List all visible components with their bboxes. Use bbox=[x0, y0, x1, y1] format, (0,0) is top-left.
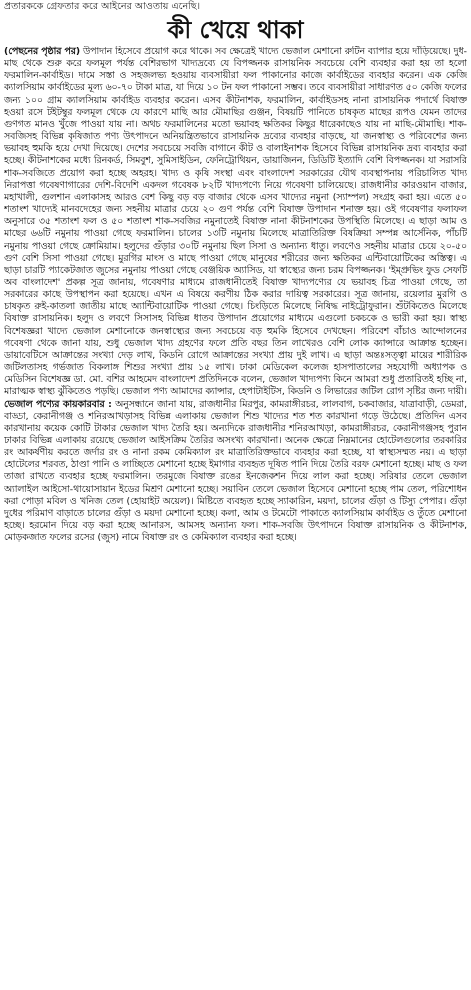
article-title bbox=[0, 16, 471, 44]
article-body bbox=[4, 46, 467, 986]
section-subheading: ভেজাল পণ্যের কায়কারবার : bbox=[4, 398, 112, 410]
continuation-label: (পেছনের পৃষ্ঠার পর) bbox=[4, 46, 81, 57]
paragraph-2-text: অনুসন্ধানে জানা যায়, রাজধানীর মিরপুর, কামরাঙ্গীরচর, লালবাগ, চকবাজার, যাত্রাবাড়ী, ডেমরা, বাড্ডা, কেরানীগঞ্জ ও শনিরআখড়াসহ বিভিন্ন এলাকায় ভেজাল শিশু খাদ্যের শত শত কারখানা গড়ে উঠেছে। প্রতিদিন এসব কারখানায় কয়েক কোটি টাকার ভেজাল খাদ্য তৈরি হয়। অন্যদিকে রাজধানীর শনিরআখড়া, কামরাঙ্গীরচর, কেরানীগঞ্জসহ পুরান ঢাকার বিভিন্ন এলাকায় রয়েছে ভেজাল আইসক্রিম তৈরির অসংখ্য কারখানা। অনেক ক্ষেত্রে নিম্নমানের হোটেলগুলোর তরকারির রং আকর্ষণীয় করতে জর্দার রং ও নানা রকম কেমিক্যাল রং মাত্রাতিরিক্তভাবে ব্যবহার করা হচ্ছে, যা স্বাস্থ্যসম্মত নয়। এ ছাড়া হোটেলের শরবত, ঠাণ্ডা পানি ও লাচ্ছিতে মেশানো হচ্ছে ইমাগার ব্যবহৃত দূষিত পানি দিয়ে তৈরি বরফ মেশানো হচ্ছে। মাছ ও ফল তাজা রাখতে ব্যবহার হচ্ছে ফরমালিন। তরমুজে বিষাক্ত রঙের ইনজেকশন দিয়ে লাল করা হচ্ছে। সরিষার তেলে ভেজাল অ্যালাইল আইসো-থায়োসায়ান ইডের মিশ্রণ মেশানো হচ্ছে। সয়াবিন তেলে ভেজাল হিসেবে মেশানো হচ্ছে পাম তেল, পরিশোধন করা পোড়া মবিল ও খনিজ তেল (হোয়াইট অয়েল)। মিষ্টিতে ব্যবহৃত হচ্ছে স্যাকারিন, ময়দা, চালের গুঁড়া ও টিস্যু পেপার। গুঁড়া দুধের পরিমাণ বাড়াতে চালের গুঁড়া ও ময়দা মেশানো হচ্ছে। কলা, আম ও টমেটো পাকাতে ক্যালসিয়াম কার্বাইড ও তুঁতে মেশানো হচ্ছে। হরমোন দিয়ে বড় করা হচ্ছে আনারস, আমসহ অন্যান্য ফল। শাক-সবজি উৎপাদনে বিষাক্ত রাসায়নিক ও কীটনাশক, মোড়কজাত ফলের রসের (জুস) নামে বিষাক্ত রং ও কেমিক্যাল ব্যবহার করা হচ্ছে। bbox=[4, 398, 467, 544]
previous-article-tail: প্রতারককে গ্রেফতার করে আইনের আওতায় এনেছি। bbox=[4, 1, 200, 12]
paragraph-1 bbox=[4, 46, 467, 399]
paragraph-1-text: উপাদান হিসেবে প্রয়োগ করে থাকে। সব ক্ষেত্রেই খাদ্যে ভেজাল মেশানো রুটিন ব্যাপার হয়ে দাঁড়িয়েছে। দুধ-মাছ থেকে শুরু করে ফলমূল পর্যন্ত বেশিরভাগ খাদ্যদ্রব্যে যে বিপজ্জনক রাসায়নিক সবচেয়ে বেশি ব্যবহার করা হয় তা হলো ফরমালিন-কার্বাইড। দামে সস্তা ও সহজলভ্য হওয়ায় ব্যবসায়ীরা ফল পাকানোর কাজে কার্বাইডের ব্যবহার করেন। এক কেজি ক্যালসিয়াম কার্বাইডের মূল্য ৬০-৭০ টাকা মাত্র, যা দিয়ে ১০ টন ফল পাকানো সম্ভব। তবে ব্যবসায়ীরা সাধারণত ৫০ কেজি ফলের জন্য ১০০ গ্রাম ক্যালসিয়াম কার্বাইড ব্যবহার করেন। এসব কীটনাশক, ফরমালিন, কার্বাইডসহ নানা রাসায়নিক পদার্থে বিষাক্ত হওয়া রসে টইটম্বুর ফলমূল থেকে যে কারণে মাছি আর মৌমাছির গুঞ্জন, বিষয়টি পানিতে চাষকৃত মাছের রূপও যেমন তাদের গুণগত মানও খুঁজে পাওয়া যায় না। অথচ ফরমালিনের মতো ভয়াবহ ক্ষতিকর কিছুর ধারেকাছেও যায় না মাছি-মৌমাছি। শাক-সবজিসহ বিভিন্ন কৃষিজাত পণ্য উৎপাদনে অনিয়ন্ত্রিতভাবে রাসায়নিক দ্রব্যের ব্যবহার বাড়ছে, যা জনস্বাস্থ্য ও পরিবেশের জন্য ভয়াবহ হুমকি হয়ে দেখা দিয়েছে। দেশের সবচেয়ে সবজি বাগানে কীট ও বালাইনাশক হিসেবে বিভিন্ন রাসায়নিক দ্রব্য ব্যবহার করা হচ্ছে। কীটনাশকের মধ্যে রিনকর্ড, সিমবুশ, সুমিসাইডিন, ফেনিট্রোথিয়ন, ডায়াজিনন, ডিডিটি ইত্যাদি বেশি বিপজ্জনক। যা সরাসরি শাক-সবজিতে প্রয়োগ করা হচ্ছে অহরহ। খাদ্য ও কৃষি সংস্থা এবং বাংলাদেশ সরকারের যৌথ ব্যবস্থাপনায় পরিচালিত খাদ্য নিরাপত্তা গবেষণাগারের দেশি-বিদেশি একদল গবেষক ৮২টি খাদ্যপণ্যে নিয়ে গবেষণা চালিয়েছে। রাজধানীর কারওয়ান বাজার, মহাখালী, গুলশান এলাকাসহ আরও বেশ কিছু বড় বড় বাজার থেকে এসব খাদ্যের নমুনা (স্যাম্পল) সংগ্রহ করা হয়। এতে ৫০ শতাংশ খাদ্যেই মানবদেহের জন্য সহনীয় মাত্রার চেয়ে ২০ গুণ পর্যন্ত বেশি বিষাক্ত উপাদান শনাক্ত হয়। ওই গবেষণার ফলাফল অনুসারে ৩৫ শতাংশ ফল ও ৫০ শতাংশ শাক-সবজির নমুনাতেই বিষাক্ত নানা কীটনাশকের উপস্থিতি মিলেছে। এ ছাড়া আম ও মাছের ৬৬টি নমুনায় পাওয়া গেছে ফরমালিন। চালের ১৩টি নমুনায় মিলেছে মাত্রাতিরিক্ত বিষক্রিয়া সম্পন্ন আর্সেনিক, পাঁচটি নমুনায় পাওয়া গেছে ক্রোমিয়াম। হলুদের গুঁড়ার ৩০টি নমুনায় ছিল সিসা ও অন্যান্য ধাতু। লবণেও সহনীয় মাত্রার চেয়ে ২০-৫০ গুণ বেশি সিসা পাওয়া গেছে। মুরগির মাংস ও মাছে পাওয়া গেছে মানুষের শরীরের জন্য ক্ষতিকর এন্টিবায়োটিকের অস্তিত্ব। এ ছাড়া চারটি প্যাকেটজাত জুসের নমুনায় পাওয়া গেছে বেঞ্জয়িক অ্যাসিড, যা স্বাস্থ্যের জন্য চরম বিপজ্জনক। 'ইম্প্রুভিং ফুড সেফটি অব বাংলাদেশ' প্রকল্প সূত্র জানায়, গবেষণার মাধ্যমে রাজধানীতেই বিষাক্ত খাদ্যপণ্যের যে ভয়াবহ চিত্র পাওয়া গেছে, তা সরকারের কাছে উপস্থাপন করা হয়েছে। এখন এ বিষয়ে করণীয় ঠিক করার দায়িত্ব সরকারের। সূত্র জানায়, রয়েলার মুরগি ও চাষকৃত রুই-কাতলা জাতীয় মাছে অ্যান্টিবায়োটিক পাওয়া গেছে। চিংড়িতে মিলেছে নিষিদ্ধ নাইট্রোফুরান। শুঁটকিতেও মিলেছে বিষাক্ত রাসায়নিক। হলুদ ও লবণে সিসাসহ বিভিন্ন ধাতব উপাদান প্রয়োগের মাধ্যমে এগুলো চকচকে ও ভারী করা হয়। স্বাস্থ্য বিশেষজ্ঞরা খাদ্যে ভেজাল মেশানোকে জনস্বাস্থ্যের জন্য সবচেয়ে বড় হুমকি হিসেবে দেখছেন। পরিবেশ বাঁচাও আন্দোলনের গবেষণা থেকে জানা যায়, শুধু ভেজাল খাদ্য গ্রহণের ফলে প্রতি বছর তিন লাখেরও বেশি লোক ক্যান্সারে আক্রান্ত হচ্ছেন। ডায়াবেটিসে আক্রান্তের সংখ্যা দেড় লাখ, কিডনি রোগে আক্রান্তের সংখ্যা প্রায় দুই লাখ। এ ছাড়া অন্তঃসত্ত্বা মায়ের শারীরিক জটিলতাসহ গর্ভজাত বিকলাঙ্গ শিশুর সংখ্যা প্রায় ১৫ লাখ। ঢাকা মেডিকেল কলেজ হাসপাতালের সহযোগী অধ্যাপক ও মেডিসিন বিশেষজ্ঞ ডা. মো. বশির আহমেদ বাংলাদেশ প্রতিদিনকে বলেন, ভেজাল খাদ্যপণ্য কিনে আমরা শুধু প্রতারিতই হচ্ছি না, মারাত্মক স্বাস্থ্য ঝুঁকিতেও পড়ছি। ভেজাল পণ্য আমাদের ক্যান্সার, হেপাটাইটিস, কিডনি ও লিভারের জটিল রোগ সৃষ্টির জন্য দায়ী। bbox=[4, 46, 467, 398]
article-title-text: কী খেয়ে থাকা bbox=[167, 15, 304, 44]
paragraph-2 bbox=[4, 399, 467, 545]
